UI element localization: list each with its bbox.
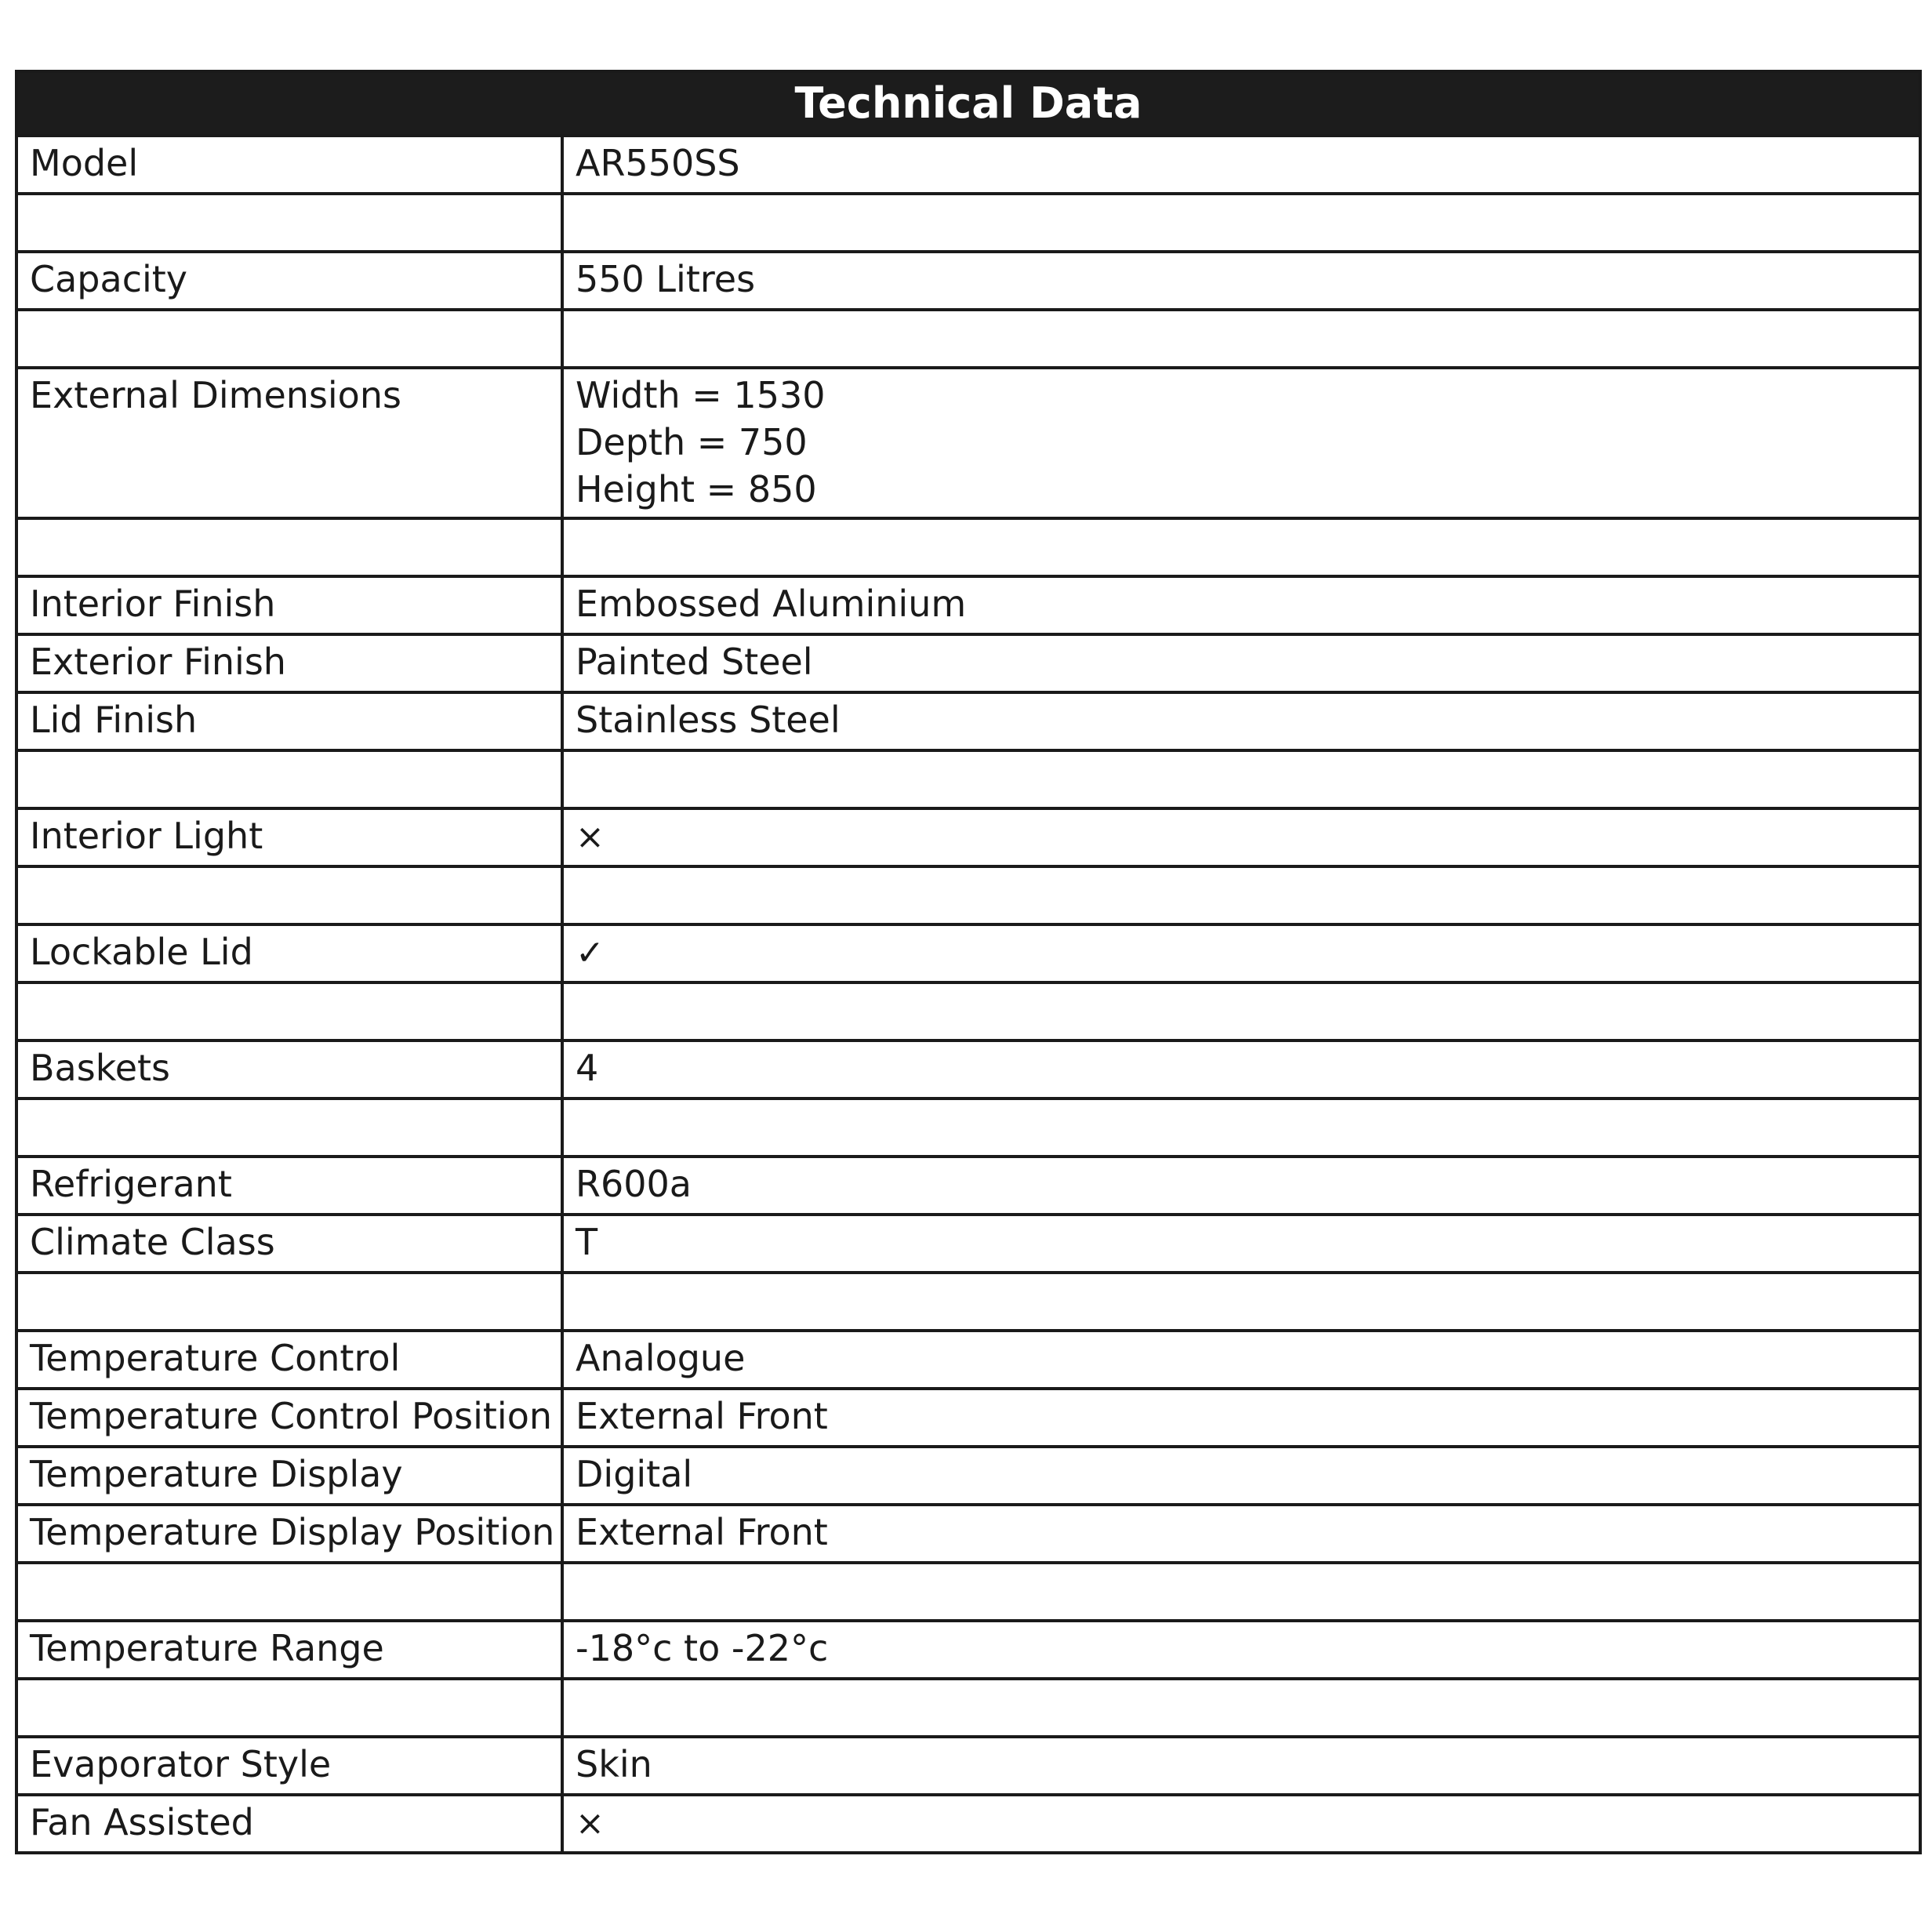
row-label: Fan Assisted <box>16 1795 562 1853</box>
table-row <box>16 1621 1920 1679</box>
row-value: -18°c to -22°c <box>562 1621 1920 1679</box>
row-value <box>562 310 1920 368</box>
table-row <box>16 1215 1920 1273</box>
row-label <box>16 1099 562 1157</box>
table-row <box>16 692 1920 750</box>
row-value <box>562 1563 1920 1621</box>
row-label: Evaporator Style <box>16 1737 562 1795</box>
table-row <box>16 1040 1920 1099</box>
table-row-spacer <box>16 194 1920 252</box>
table-row-spacer <box>16 1273 1920 1331</box>
row-label <box>16 518 562 576</box>
row-label: Temperature Control Position <box>16 1389 562 1447</box>
table-row <box>16 368 1920 518</box>
table-body <box>16 136 1920 1853</box>
row-value: 550 Litres <box>562 252 1920 310</box>
row-value: 4 <box>562 1040 1920 1099</box>
row-value <box>562 194 1920 252</box>
table-row-spacer <box>16 750 1920 808</box>
row-label: Baskets <box>16 1040 562 1099</box>
row-value <box>562 1099 1920 1157</box>
row-label: Lockable Lid <box>16 924 562 982</box>
row-label: Lid Finish <box>16 692 562 750</box>
row-value <box>562 1273 1920 1331</box>
technical-data-table <box>15 70 1922 1854</box>
value-line: Width = 1530 <box>576 374 826 416</box>
row-value <box>562 1795 1920 1853</box>
row-value <box>562 368 1920 518</box>
table-row-spacer <box>16 1679 1920 1737</box>
table-row <box>16 1795 1920 1853</box>
row-label: Temperature Display <box>16 1447 562 1505</box>
row-label <box>16 866 562 924</box>
row-value: Analogue <box>562 1331 1920 1389</box>
cross-icon: × <box>576 1803 605 1843</box>
row-value: Painted Steel <box>562 634 1920 692</box>
row-value: T <box>562 1215 1920 1273</box>
table-row-spacer <box>16 1099 1920 1157</box>
row-value: R600a <box>562 1157 1920 1215</box>
cross-icon: × <box>576 817 605 857</box>
row-label <box>16 310 562 368</box>
table-row <box>16 1157 1920 1215</box>
row-label: Climate Class <box>16 1215 562 1273</box>
row-value: Stainless Steel <box>562 692 1920 750</box>
row-value <box>562 982 1920 1040</box>
row-value <box>562 924 1920 982</box>
table-row <box>16 1331 1920 1389</box>
table-row-spacer <box>16 1563 1920 1621</box>
row-value <box>562 750 1920 808</box>
row-label: Temperature Control <box>16 1331 562 1389</box>
row-value: Digital <box>562 1447 1920 1505</box>
row-value <box>562 518 1920 576</box>
row-label <box>16 1563 562 1621</box>
table-row-spacer <box>16 982 1920 1040</box>
table-row <box>16 924 1920 982</box>
row-label: Interior Finish <box>16 576 562 634</box>
table-row <box>16 576 1920 634</box>
row-label <box>16 982 562 1040</box>
table-row-spacer <box>16 310 1920 368</box>
value-line: Depth = 750 <box>576 421 808 463</box>
row-value <box>562 866 1920 924</box>
row-value: AR550SS <box>562 136 1920 194</box>
row-label: Exterior Finish <box>16 634 562 692</box>
table-row <box>16 1505 1920 1563</box>
row-value <box>562 1679 1920 1737</box>
table-row <box>16 1737 1920 1795</box>
row-label <box>16 750 562 808</box>
row-label <box>16 1679 562 1737</box>
table-header-row <box>16 71 1920 136</box>
row-value: Skin <box>562 1737 1920 1795</box>
row-value: Embossed Aluminium <box>562 576 1920 634</box>
table-row <box>16 1447 1920 1505</box>
row-value: External Front <box>562 1389 1920 1447</box>
value-line: Height = 850 <box>576 468 817 510</box>
table-title: Technical Data <box>16 71 1920 136</box>
row-label: Model <box>16 136 562 194</box>
table-row <box>16 1389 1920 1447</box>
row-value: External Front <box>562 1505 1920 1563</box>
table-row <box>16 808 1920 866</box>
row-label <box>16 1273 562 1331</box>
row-label: Interior Light <box>16 808 562 866</box>
table-row-spacer <box>16 518 1920 576</box>
table-row <box>16 136 1920 194</box>
table-row <box>16 634 1920 692</box>
row-label: Refrigerant <box>16 1157 562 1215</box>
table-row <box>16 252 1920 310</box>
table-row-spacer <box>16 866 1920 924</box>
row-label: Temperature Display Position <box>16 1505 562 1563</box>
row-label <box>16 194 562 252</box>
check-icon: ✓ <box>576 933 605 973</box>
row-label: External Dimensions <box>16 368 562 518</box>
row-label: Temperature Range <box>16 1621 562 1679</box>
row-value <box>562 808 1920 866</box>
row-label: Capacity <box>16 252 562 310</box>
